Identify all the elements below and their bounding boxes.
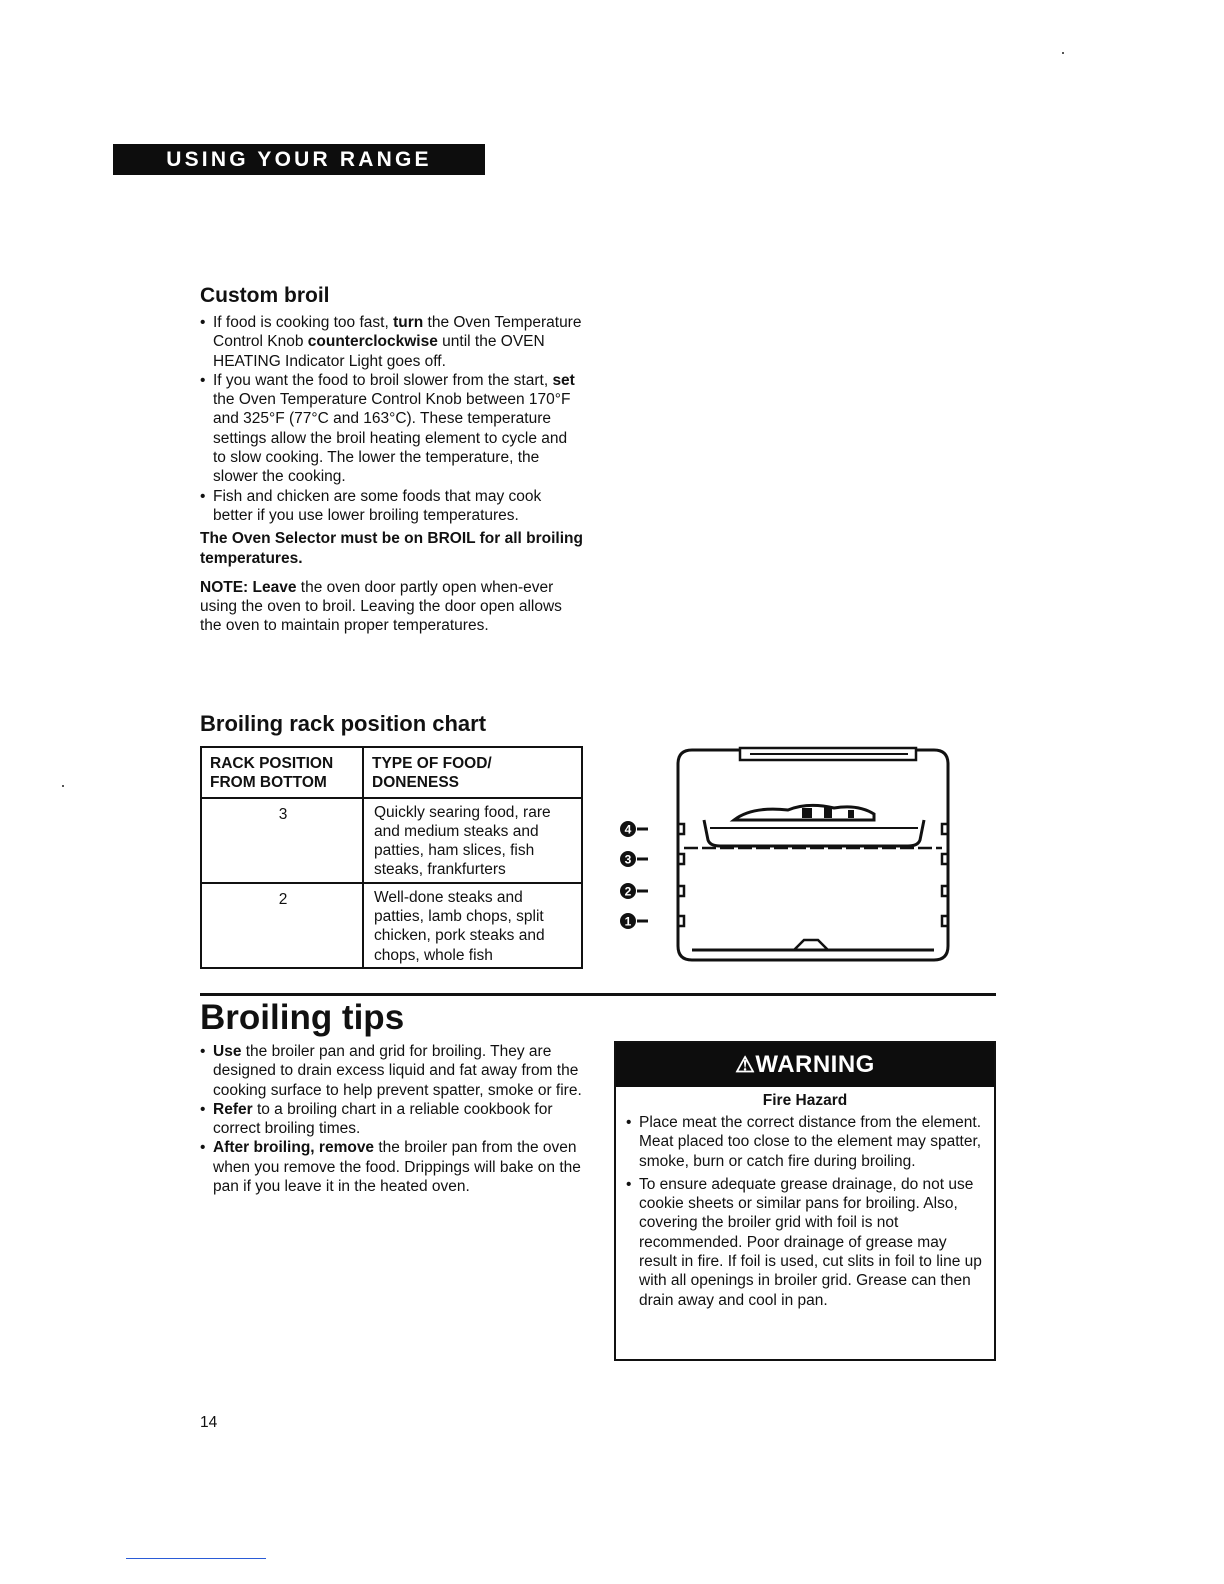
- oven-cavity: [678, 750, 948, 960]
- broiling-tips-heading: Broiling tips: [200, 998, 405, 1037]
- list-item: [200, 313, 584, 371]
- food-cell: Quickly searing food, rare and medium steaks and patties, ham slices, fish steaks, frankfurters: [363, 798, 582, 883]
- svg-text:4: 4: [624, 822, 632, 837]
- text: If food is cooking too fast,: [213, 314, 394, 331]
- scan-speck: [62, 785, 64, 787]
- text: to a broiling chart in a reliable cookbook for correct broiling times.: [213, 1100, 553, 1138]
- fire-hazard-warning: [614, 1041, 996, 1361]
- note-text: the oven door partly open when-ever using the oven to broil. Leaving the door open allows the oven to maintain proper temperatures.: [200, 578, 562, 635]
- rack-position-cell: 2: [201, 883, 363, 968]
- rack-label-4: [620, 821, 648, 837]
- text: the Oven Temperature Control Knob: [213, 314, 582, 351]
- svg-text:2: 2: [624, 884, 632, 899]
- table-header-row: [201, 747, 582, 798]
- rack-chart-heading: Broiling rack position chart: [200, 711, 487, 736]
- list-item: [200, 1138, 584, 1196]
- emphasis: counterclockwise: [307, 333, 438, 351]
- emphasis: Use: [213, 1043, 242, 1060]
- custom-broil-heading: Custom broil: [200, 284, 330, 307]
- column-header-food: TYPE OF FOOD/ DONENESS: [363, 747, 582, 798]
- scan-speck: [1062, 52, 1064, 54]
- text: If you want the food to broil slower from the start,: [213, 371, 553, 389]
- broiler-pan: [704, 820, 924, 846]
- warning-triangle-icon: ⚠: [735, 1052, 756, 1077]
- svg-text:3: 3: [624, 852, 632, 867]
- warning-subtitle: Fire Hazard: [762, 1092, 848, 1109]
- list-item: • To ensure adequate grease drainage, do not use cookie sheets or similar pans for broiling. Also, covering the broiler grid with foil is not recommended. Poor drainage of grease may result in fire. If foil is used, cut slits in foil to line up with all openings in broiler grid. Grease can then drain away and cool in pan.: [626, 1175, 982, 1310]
- text: the Oven Temperature Control Knob between 170°F and 325°F (77°C and 163°C). These temperature settings allow the broil heating element to cycle and to slow cooking. The lower the temperature, the slower the cooking.: [213, 391, 571, 486]
- emphasis: Refer: [213, 1100, 253, 1118]
- selector-note: The Oven Selector must be on BROIL for all broiling temperatures.: [200, 530, 583, 567]
- rack-label-1: [620, 913, 648, 929]
- column-header-rack: RACK POSITION FROM BOTTOM: [201, 747, 363, 798]
- text: the broiler pan from the oven when you remove the food. Drippings will bake on the pan if you leave it in the heated oven.: [213, 1139, 581, 1196]
- emphasis: set: [552, 371, 575, 389]
- warning-title: WARNING: [755, 1051, 875, 1078]
- list-item: [200, 371, 584, 487]
- list-item: [200, 487, 584, 526]
- broiling-tips-list: [200, 1042, 584, 1196]
- rack-position-table: [200, 746, 583, 969]
- warning-body: [616, 1110, 994, 1310]
- table-row: [201, 798, 582, 883]
- warning-list: [626, 1113, 982, 1310]
- footer-rule: [126, 1558, 266, 1559]
- list-item: [200, 1100, 584, 1139]
- rack-label-3: [620, 851, 648, 867]
- warning-header: [616, 1043, 994, 1087]
- custom-broil-body: [200, 313, 584, 636]
- section-banner: USING YOUR RANGE: [113, 144, 485, 175]
- svg-text:1: 1: [624, 914, 632, 929]
- door-note: [200, 578, 584, 636]
- text: Fish and chicken are some foods that may cook better if you use lower broiling temperatures.: [213, 487, 542, 524]
- emphasis: turn: [393, 314, 424, 331]
- text: until the OVEN HEATING Indicator Light goes off.: [213, 333, 545, 370]
- list-item: [200, 1042, 584, 1100]
- page-number: 14: [200, 1414, 218, 1431]
- rack-label-2: [620, 883, 648, 899]
- rack-position-cell: 3: [201, 798, 363, 883]
- oven-rack-diagram: [612, 742, 958, 968]
- note-label: NOTE: Leave: [200, 578, 297, 596]
- list-item: • Place meat the correct distance from the element. Meat placed too close to the element may spatter, smoke, burn or catch fire during broiling.: [626, 1113, 982, 1171]
- broiling-tips-body: [200, 1042, 584, 1196]
- emphasis: After broiling, remove: [213, 1139, 375, 1157]
- table-row: [201, 883, 582, 968]
- text: the broiler pan and grid for broiling. They are designed to drain excess liquid and fat away from the cooking surface to help prevent spatter, smoke or fire.: [213, 1043, 582, 1099]
- custom-broil-list: [200, 313, 584, 525]
- food-cell: Well-done steaks and patties, lamb chops, split chicken, pork steaks and chops, whole fish: [363, 883, 582, 968]
